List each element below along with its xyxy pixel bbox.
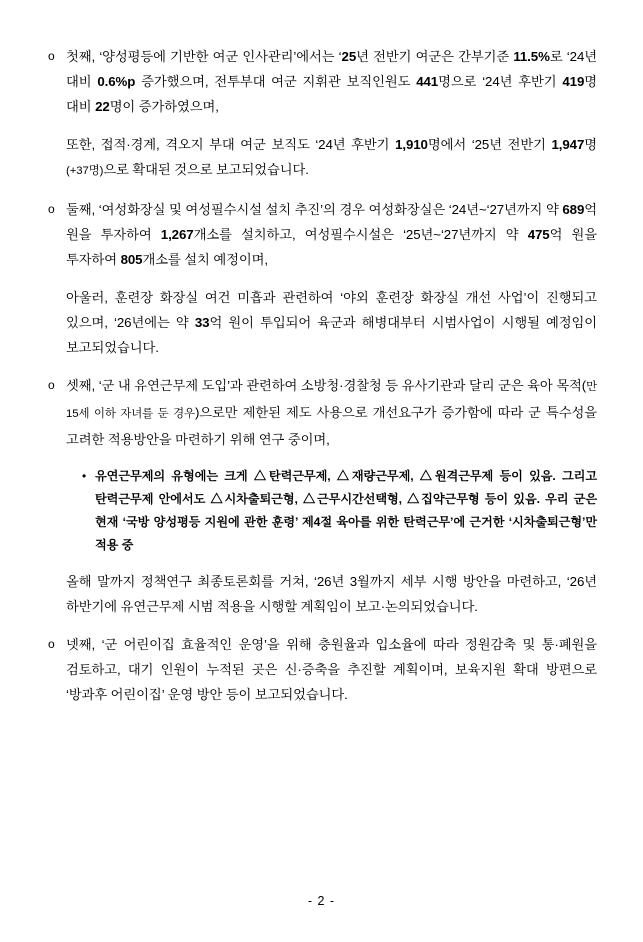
paragraph-item — [46, 197, 597, 272]
paragraph-text: 셋째, ‘군 내 유연근무제 도입’과 관련하여 소방청·경찰청 등 유사기관과 달리 군은 육아 목적(만 15세 이하 자녀를 둔 경우)으로만 제한된 제도 사용으로 개선요구가 증가함에 따라 군 특수성을 고려한 적용방안을 마련하기 위해 연구 중이며, — [66, 378, 598, 447]
paragraph-item — [46, 44, 597, 119]
page-number: - 2 - — [307, 894, 336, 908]
bullet-marker: o — [48, 378, 55, 392]
paragraph-item — [46, 132, 597, 184]
paragraph-item — [46, 632, 597, 707]
sub-bullet-text: 유연근무제의 유형에는 크게 △탄력근무제, △재량근무제, △원격근무제 등이 있음. 그리고 탄력근무제 안에서도 △시차출퇴근형, △근무시간선택형, △집약근무형 등이 있음. 우리 군은 현재 ‘국방 양성평등 지원에 관한 훈령’ 제4절 육아를 위한 탄력근무’에 근거한 ‘시차출퇴근형’만 적용 중 — [95, 469, 597, 552]
sub-bullet-item — [82, 465, 597, 557]
paragraph-text: 넷째, ‘군 어린이집 효율적인 운영’을 위해 충원율과 입소율에 따라 정원감축 및 통·폐원을 검토하고, 대기 인원이 누적된 곳은 신·증축을 추진할 계획이며, 보육지원 확대 방편으로 ‘방과후 어린이집’ 운영 방안 등이 보고되었습니다. — [66, 637, 597, 702]
bullet-marker: o — [48, 637, 55, 651]
bullet-marker: o — [48, 49, 55, 63]
sub-bullet-marker: • — [82, 469, 87, 483]
paragraph-text: 또한, 접적·경계, 격오지 부대 여군 보직도 ‘24년 후반기 1,910명에서 ‘25년 전반기 1,947명(+37명)으로 확대된 것으로 보고되었습니다. — [66, 137, 597, 177]
paragraph-text: 올해 말까지 정책연구 최종토론회를 거쳐, ‘26년 3월까지 세부 시행 방안을 마련하고, ‘26년 하반기에 유연근무제 시범 적용을 시행할 계획임이 보고·논의되었습니다. — [66, 574, 598, 614]
paragraph-item — [46, 285, 597, 360]
paragraph-text: 둘째, ‘여성화장실 및 여성필수시설 설치 추진’의 경우 여성화장실은 ‘24년~‘27년까지 약 689억 원을 투자하여 1,267개소를 설치하고, 여성필수시설은 ‘25년~‘27년까지 약 475억 원을 투자하여 805개소를 설치 예정이며, — [66, 202, 597, 267]
bullet-marker: o — [48, 202, 55, 216]
document-body — [46, 44, 597, 707]
paragraph-text: 첫째, ‘양성평등에 기반한 여군 인사관리’에서는 ‘25년 전반기 여군은 간부기준 11.5%로 ‘24년 대비 0.6%p 증가했으며, 전투부대 여군 지휘관 보직인원도 441명으로 ‘24년 후반기 419명 대비 22명이 증가하였으며, — [66, 49, 597, 114]
paragraph-item — [46, 569, 597, 619]
paragraph-text: 아울러, 훈련장 화장실 여건 미흡과 관련하여 ‘야외 훈련장 화장실 개선 사업’이 진행되고 있으며, ‘26년에는 약 33억 원이 투입되어 육군과 해병대부터 시범사업이 시행될 예정임이 보고되었습니다. — [66, 290, 597, 355]
paragraph-item — [46, 373, 597, 452]
